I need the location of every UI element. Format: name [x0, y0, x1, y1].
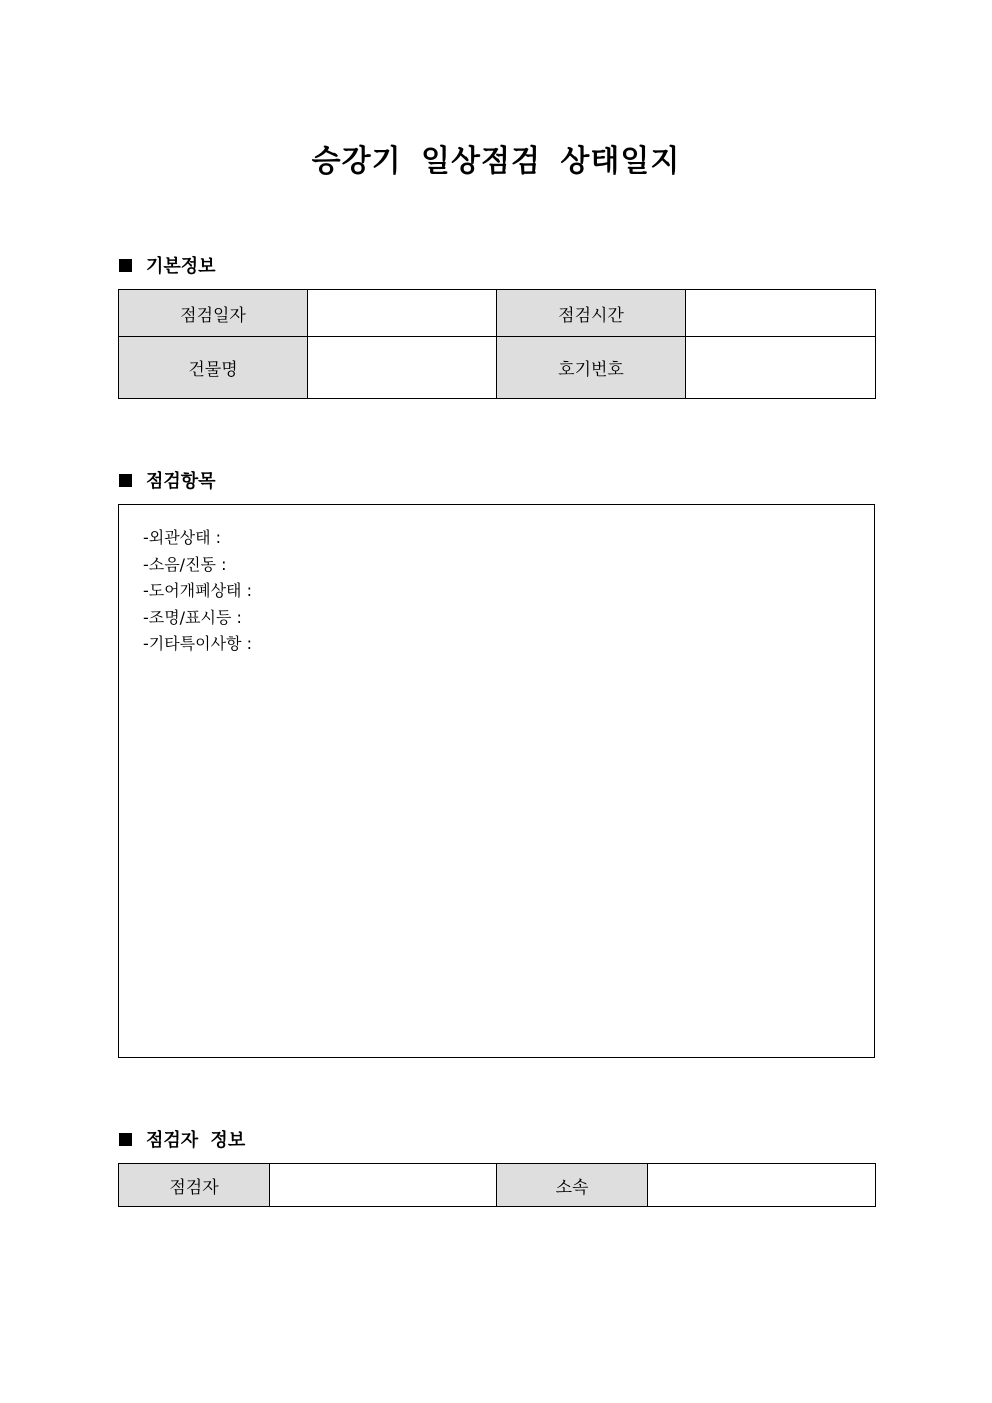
- list-item: -도어개폐상태 :: [143, 581, 252, 600]
- building-name-label: 건물명: [119, 337, 308, 399]
- list-item: -조명/표시등 :: [143, 607, 242, 627]
- table-row: [119, 1164, 876, 1207]
- square-bullet-icon: [119, 1133, 132, 1146]
- affiliation-field[interactable]: [648, 1164, 876, 1207]
- list-item: -외관상태 :: [143, 528, 222, 547]
- basic-info-heading-text: 기본정보: [146, 256, 216, 277]
- affiliation-label: 소속: [497, 1164, 648, 1207]
- basic-info-heading: [119, 253, 216, 277]
- list-item: -기타특이사항 :: [143, 634, 252, 653]
- inspection-items-heading-text: 점검항목: [146, 471, 216, 492]
- basic-info-table: [118, 289, 876, 399]
- inspection-items-list: [119, 505, 874, 658]
- document-title: 승강기 일상점검 상태일지: [311, 144, 681, 179]
- inspection-time-label: 점검시간: [497, 290, 686, 337]
- table-row: [119, 290, 876, 337]
- inspection-items-heading: [119, 468, 216, 492]
- unit-number-field[interactable]: [686, 337, 876, 399]
- inspector-field[interactable]: [270, 1164, 497, 1207]
- square-bullet-icon: [119, 259, 132, 272]
- inspector-info-heading: [119, 1127, 245, 1151]
- inspector-info-heading-text: 점검자 정보: [146, 1130, 246, 1151]
- inspection-date-label: 점검일자: [119, 290, 308, 337]
- inspector-label: 점검자: [119, 1164, 270, 1207]
- building-name-field[interactable]: [308, 337, 497, 399]
- inspection-time-field[interactable]: [686, 290, 876, 337]
- inspection-date-field[interactable]: [308, 290, 497, 337]
- unit-number-label: 호기번호: [497, 337, 686, 399]
- inspection-items-box[interactable]: [118, 504, 875, 1058]
- table-row: [119, 337, 876, 399]
- list-item: -소음/진동 :: [143, 554, 227, 574]
- square-bullet-icon: [119, 474, 132, 487]
- inspector-info-table: [118, 1163, 876, 1207]
